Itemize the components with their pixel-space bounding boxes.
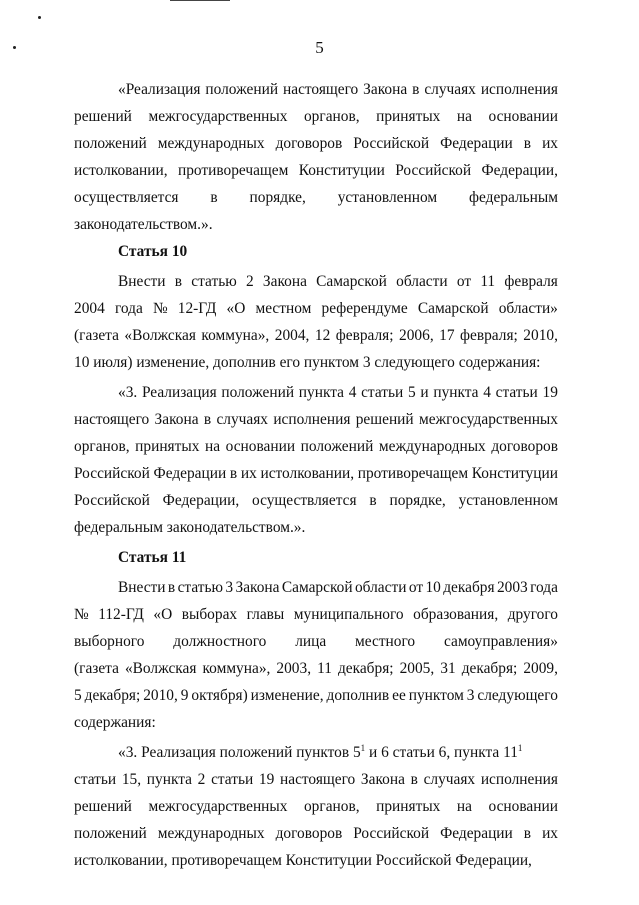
word: осуществляется (252, 492, 357, 509)
word: принятых (135, 438, 200, 455)
word: исполнения (480, 771, 558, 788)
word: основании (488, 108, 558, 125)
word: органов, (74, 438, 130, 455)
word: ее (392, 687, 406, 704)
text-line (74, 655, 558, 682)
word: муниципального (293, 606, 404, 623)
word: межгосударственных (148, 798, 288, 815)
word: статьи (495, 384, 538, 401)
word: референдуме (321, 300, 408, 317)
word: «О (153, 606, 173, 623)
word: статьи (74, 771, 117, 788)
word: выборах (181, 606, 238, 623)
word: положений (74, 135, 147, 152)
word: и (420, 384, 429, 401)
text-line (74, 406, 558, 433)
word: Закона (154, 411, 199, 428)
word: «Реализация (118, 81, 201, 98)
word: самоуправления» (443, 633, 558, 650)
word: февраля (504, 273, 558, 290)
word: настоящего (283, 81, 359, 98)
word: Закона (262, 273, 307, 290)
word: в (412, 81, 420, 98)
word: противоречащем (357, 465, 469, 482)
word: 2009, (523, 660, 558, 677)
word: их (240, 465, 257, 482)
word: Закона (235, 579, 280, 596)
word: 3 (225, 579, 234, 596)
word: органов, (303, 108, 360, 125)
word: «Волжская (124, 660, 197, 677)
word: противоречащем (177, 162, 289, 179)
word: решений (74, 108, 132, 125)
word: пункта (146, 771, 192, 788)
word: на (204, 438, 221, 455)
word: в (203, 411, 212, 428)
word: 112-ГД (98, 606, 144, 623)
word: 17 (439, 327, 455, 344)
word: их (542, 135, 558, 152)
word: статью (191, 273, 237, 290)
word: Российской (395, 162, 472, 179)
word: Российской (353, 135, 430, 152)
text-line (74, 487, 558, 514)
article-11-paragraph-1 (74, 574, 558, 736)
article-11-paragraph-2 (74, 739, 558, 874)
word: решений (355, 411, 414, 428)
word: международных (157, 825, 265, 842)
word: 2006, (399, 327, 434, 344)
word: области (396, 273, 448, 290)
article-10-paragraph-2 (74, 379, 558, 541)
word: области (354, 579, 407, 596)
word: принятых (376, 108, 441, 125)
word: 2004 (74, 300, 105, 317)
word: порядке, (389, 492, 446, 509)
word: случаях (216, 411, 268, 428)
word: 2004, (274, 327, 310, 344)
text-line: 10 июля) изменение, дополнив его пунктом 3 следующего содержания: (74, 354, 541, 371)
word: декабря (443, 579, 495, 596)
word: Закона (360, 771, 405, 788)
word: Конституции (471, 465, 558, 482)
text-line (74, 820, 558, 847)
word: 2010, (143, 687, 178, 704)
word: федеральным (469, 189, 558, 206)
word: декабря; (461, 660, 518, 677)
word: основании (225, 438, 296, 455)
text-line (74, 628, 558, 655)
word: выборного (74, 633, 145, 650)
scan-speck (38, 16, 41, 19)
word: 31 (440, 660, 456, 677)
document-body (74, 76, 558, 874)
text-line (74, 322, 558, 349)
article-10-paragraph-1 (74, 268, 558, 376)
text-line (74, 103, 558, 130)
word: коммуна», (201, 327, 270, 344)
text-line (74, 682, 558, 709)
page-number: 5 (315, 38, 324, 57)
word: главы (246, 606, 285, 623)
word: года (114, 300, 143, 317)
word: осуществляется (74, 189, 179, 206)
text-line (74, 433, 558, 460)
word: должностного (173, 633, 267, 650)
word: № (152, 300, 168, 317)
word: в (210, 189, 218, 206)
word: (газета (74, 660, 119, 677)
word: местного (355, 633, 416, 650)
word: исполнения (480, 81, 558, 98)
article-10-heading: Статья 10 (118, 243, 188, 260)
word: межгосударственных (418, 411, 558, 428)
word: следующего (477, 687, 558, 704)
word: № (74, 606, 89, 623)
word: года (530, 579, 558, 596)
word: 4 (483, 384, 491, 401)
word: настоящего (74, 411, 150, 428)
word: 15, (121, 771, 142, 788)
word: дополнив (326, 687, 390, 704)
word: настоящего (280, 771, 356, 788)
word: Внести (118, 273, 166, 290)
word: случаях (423, 771, 476, 788)
word: изменение, (250, 687, 324, 704)
word: истолковании, (260, 465, 355, 482)
word: 2010, (523, 327, 558, 344)
word: (газета (74, 327, 119, 344)
word: Федерации, (162, 492, 240, 509)
text-line (74, 766, 558, 793)
text-line (74, 574, 558, 601)
word: в (523, 825, 532, 842)
word: в (410, 771, 418, 788)
word: другого (507, 606, 558, 623)
word: межгосударственных (148, 108, 288, 125)
word: международных (378, 438, 486, 455)
word: Закона (363, 81, 408, 98)
word: в (369, 492, 377, 509)
word: образования, (413, 606, 499, 623)
word: 2003, (276, 660, 312, 677)
word: области» (498, 300, 558, 317)
word: Внести (118, 579, 166, 596)
word: случаях (424, 81, 476, 98)
word: принятых (376, 798, 441, 815)
word: положений (74, 825, 147, 842)
text-line: содержания: (74, 714, 156, 731)
word: пунктом (408, 687, 464, 704)
text-line (74, 184, 558, 211)
word: 11 (480, 273, 496, 290)
word: от (408, 579, 424, 596)
word: в (167, 579, 176, 596)
text-line (74, 793, 558, 820)
word: Реализация (141, 384, 217, 401)
word: Федерации (440, 135, 513, 152)
word: Самарской (417, 300, 489, 317)
word: органов, (303, 798, 360, 815)
paragraph-quote-1 (74, 76, 558, 238)
text-line (74, 157, 558, 184)
text-line (74, 130, 558, 157)
text-line (74, 268, 558, 295)
word: договоров (275, 825, 343, 842)
word: Конституции (298, 162, 385, 179)
word: 12-ГД (177, 300, 217, 317)
word: на (456, 798, 472, 815)
word: договоров (491, 438, 558, 455)
text-line (74, 460, 558, 487)
word: февраля; (460, 327, 518, 344)
word: статьи (211, 771, 254, 788)
text-line (74, 601, 558, 628)
text-line: законодательством.». (74, 216, 213, 233)
word: 5 (407, 384, 416, 401)
text-fragment: и 6 статьи 6, пункта 11 (365, 744, 518, 761)
word: положений (300, 438, 374, 455)
text-line: федеральным законодательством.». (74, 519, 306, 536)
word: Федерации (153, 465, 227, 482)
word: пункта (433, 384, 479, 401)
text-line: истолковании, противоречащем Конституции Российской Федерации, (74, 852, 532, 869)
word: 9 (180, 687, 189, 704)
superscript: 1 (360, 742, 366, 753)
word: основании (488, 798, 558, 815)
word: коммуна», (202, 660, 271, 677)
word: Российской (353, 825, 430, 842)
word: декабря; (337, 660, 394, 677)
word: истолковании, (74, 162, 168, 179)
word: решений (74, 798, 132, 815)
word: статью (177, 579, 223, 596)
word: международных (157, 135, 265, 152)
word: 2005, (399, 660, 435, 677)
word: лица (295, 633, 327, 650)
word: октября) (191, 687, 248, 704)
word: Федерации, (481, 162, 558, 179)
word: Самарской (281, 579, 353, 596)
text-line (74, 295, 558, 322)
scan-edge-line (170, 0, 230, 1)
text-line (74, 379, 558, 406)
word: порядке, (249, 189, 306, 206)
word: исполнения (273, 411, 351, 428)
word: Российской (74, 492, 150, 509)
word: декабря; (84, 687, 141, 704)
word: положений (205, 81, 279, 98)
word: 11 (317, 660, 332, 677)
word: установленном (458, 492, 558, 509)
word: «О (226, 300, 246, 317)
word: 2 (197, 771, 206, 788)
word: договоров (275, 135, 343, 152)
word: «3. (118, 384, 138, 401)
word: 3 (466, 687, 475, 704)
word: 2 (245, 273, 254, 290)
word: 5 (74, 687, 82, 704)
word: 4 (348, 384, 357, 401)
word: февраля; (335, 327, 394, 344)
word: 12 (314, 327, 331, 344)
word: положений (221, 384, 295, 401)
word: Самарской (316, 273, 387, 290)
word: 19 (542, 384, 558, 401)
word: их (542, 825, 558, 842)
word: 2003 (496, 579, 528, 596)
word: 10 (425, 579, 441, 596)
word: Российской (74, 465, 150, 482)
word: в (174, 273, 183, 290)
word: 19 (258, 771, 275, 788)
word: в (523, 135, 532, 152)
word: статьи (361, 384, 404, 401)
word: на (456, 108, 472, 125)
word: в (229, 465, 238, 482)
text-line (74, 76, 558, 103)
word: «Волжская (124, 327, 196, 344)
article-11-heading: Статья 11 (118, 549, 187, 566)
word: установленном (337, 189, 438, 206)
text-line (74, 739, 558, 766)
word: местном (255, 300, 312, 317)
word: Федерации (440, 825, 513, 842)
word: от (456, 273, 472, 290)
superscript: 1 (517, 742, 523, 753)
text-fragment: «3. Реализация положений пунктов 5 (118, 744, 361, 761)
word: пункта (298, 384, 344, 401)
